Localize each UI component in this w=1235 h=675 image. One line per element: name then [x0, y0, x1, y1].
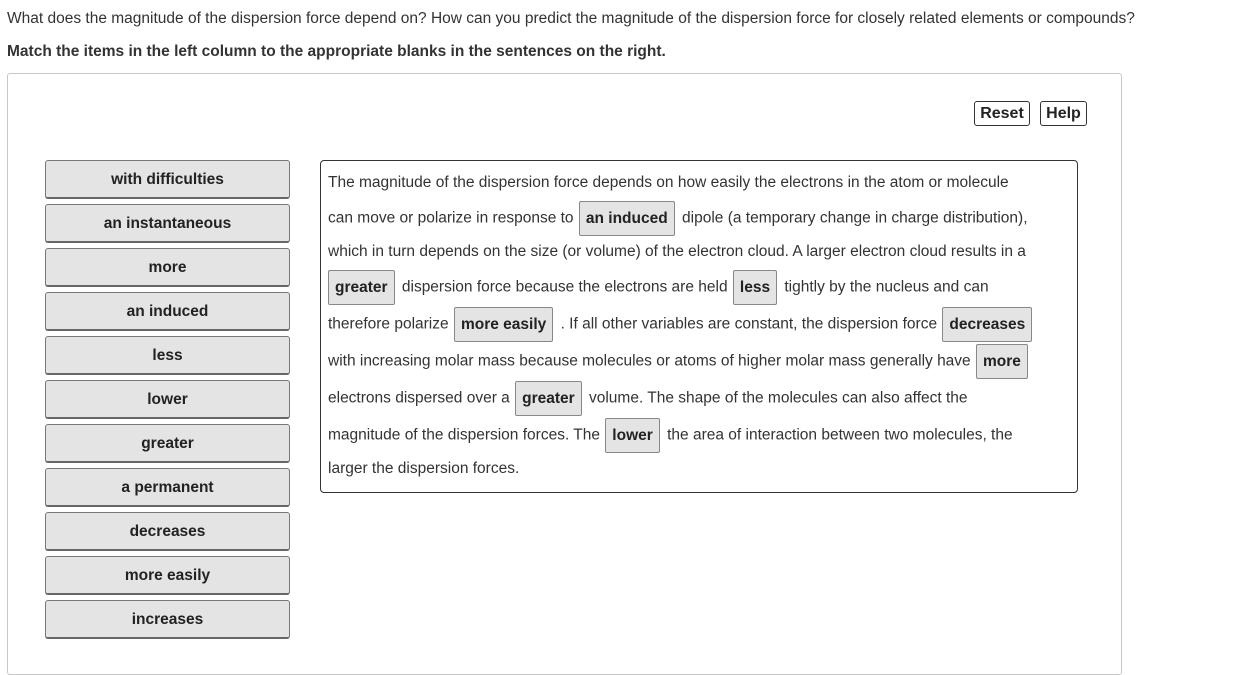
sentence-text: with increasing molar mass because molecules or atoms of higher molar mass generally have	[328, 352, 971, 370]
bank-item-more[interactable]: more	[45, 248, 290, 287]
help-button[interactable]: Help	[1040, 101, 1087, 126]
sentence-text: larger the dispersion forces.	[328, 460, 520, 477]
blank-greater[interactable]: greater	[328, 270, 395, 305]
question-text: What does the magnitude of the dispersion force depend on? How can you predict the magnitude of the dispersion force for closely related elements or compounds?	[7, 10, 1135, 27]
bank-item-greater[interactable]: greater	[45, 424, 290, 463]
bank-item-less[interactable]: less	[45, 336, 290, 375]
sentence-line-8	[328, 418, 1013, 453]
sentence-text: dipole (a temporary change in charge distribution),	[682, 209, 1028, 227]
bank-item-with-difficulties[interactable]: with difficulties	[45, 160, 290, 199]
sentence-line-1	[328, 174, 1009, 192]
sentence-text: dispersion force because the electrons are held	[401, 278, 728, 296]
bank-item-an-instantaneous[interactable]: an instantaneous	[45, 204, 290, 243]
blank-less[interactable]: less	[733, 270, 777, 305]
sentence-text: the area of interaction between two molecules, the	[667, 426, 1013, 444]
blank-more-easily[interactable]: more easily	[454, 307, 553, 342]
bank-item-more-easily[interactable]: more easily	[45, 556, 290, 595]
bank-item-lower[interactable]: lower	[45, 380, 290, 419]
sentence-area	[320, 160, 1078, 493]
instruction-text: Match the items in the left column to the appropriate blanks in the sentences on the right.	[7, 43, 666, 60]
sentence-text: which in turn depends on the size (or volume) of the electron cloud. A larger electron cloud results in a	[328, 243, 1026, 260]
sentence-line-6	[328, 344, 1031, 379]
sentence-text: therefore polarize	[328, 315, 449, 333]
sentence-line-7	[328, 381, 968, 416]
sentence-text: magnitude of the dispersion forces. The	[328, 426, 600, 444]
sentence-line-5	[328, 307, 1035, 342]
reset-button[interactable]: Reset	[974, 101, 1030, 126]
blank-more[interactable]: more	[976, 344, 1028, 379]
bank-item-an-induced[interactable]: an induced	[45, 292, 290, 331]
blank-an-induced[interactable]: an induced	[579, 201, 675, 236]
bank-item-a-permanent[interactable]: a permanent	[45, 468, 290, 507]
blank-greater[interactable]: greater	[515, 381, 582, 416]
bank-item-decreases[interactable]: decreases	[45, 512, 290, 551]
answer-bank	[45, 160, 290, 644]
bank-item-increases[interactable]: increases	[45, 600, 290, 639]
sentence-text: electrons dispersed over a	[328, 389, 510, 407]
sentence-line-2	[328, 201, 1028, 236]
blank-decreases[interactable]: decreases	[942, 307, 1032, 342]
sentence-line-4	[328, 270, 989, 305]
sentence-line-3	[328, 243, 1026, 261]
blank-lower[interactable]: lower	[605, 418, 659, 453]
sentence-line-9	[328, 460, 519, 478]
sentence-text: can move or polarize in response to	[328, 209, 574, 227]
sentence-text: . If all other variables are constant, the dispersion force	[560, 315, 938, 333]
sentence-text: The magnitude of the dispersion force depends on how easily the electrons in the atom or molecule	[328, 174, 1009, 191]
sentence-text: tightly by the nucleus and can	[784, 278, 989, 296]
sentence-text: volume. The shape of the molecules can also affect the	[588, 389, 968, 407]
